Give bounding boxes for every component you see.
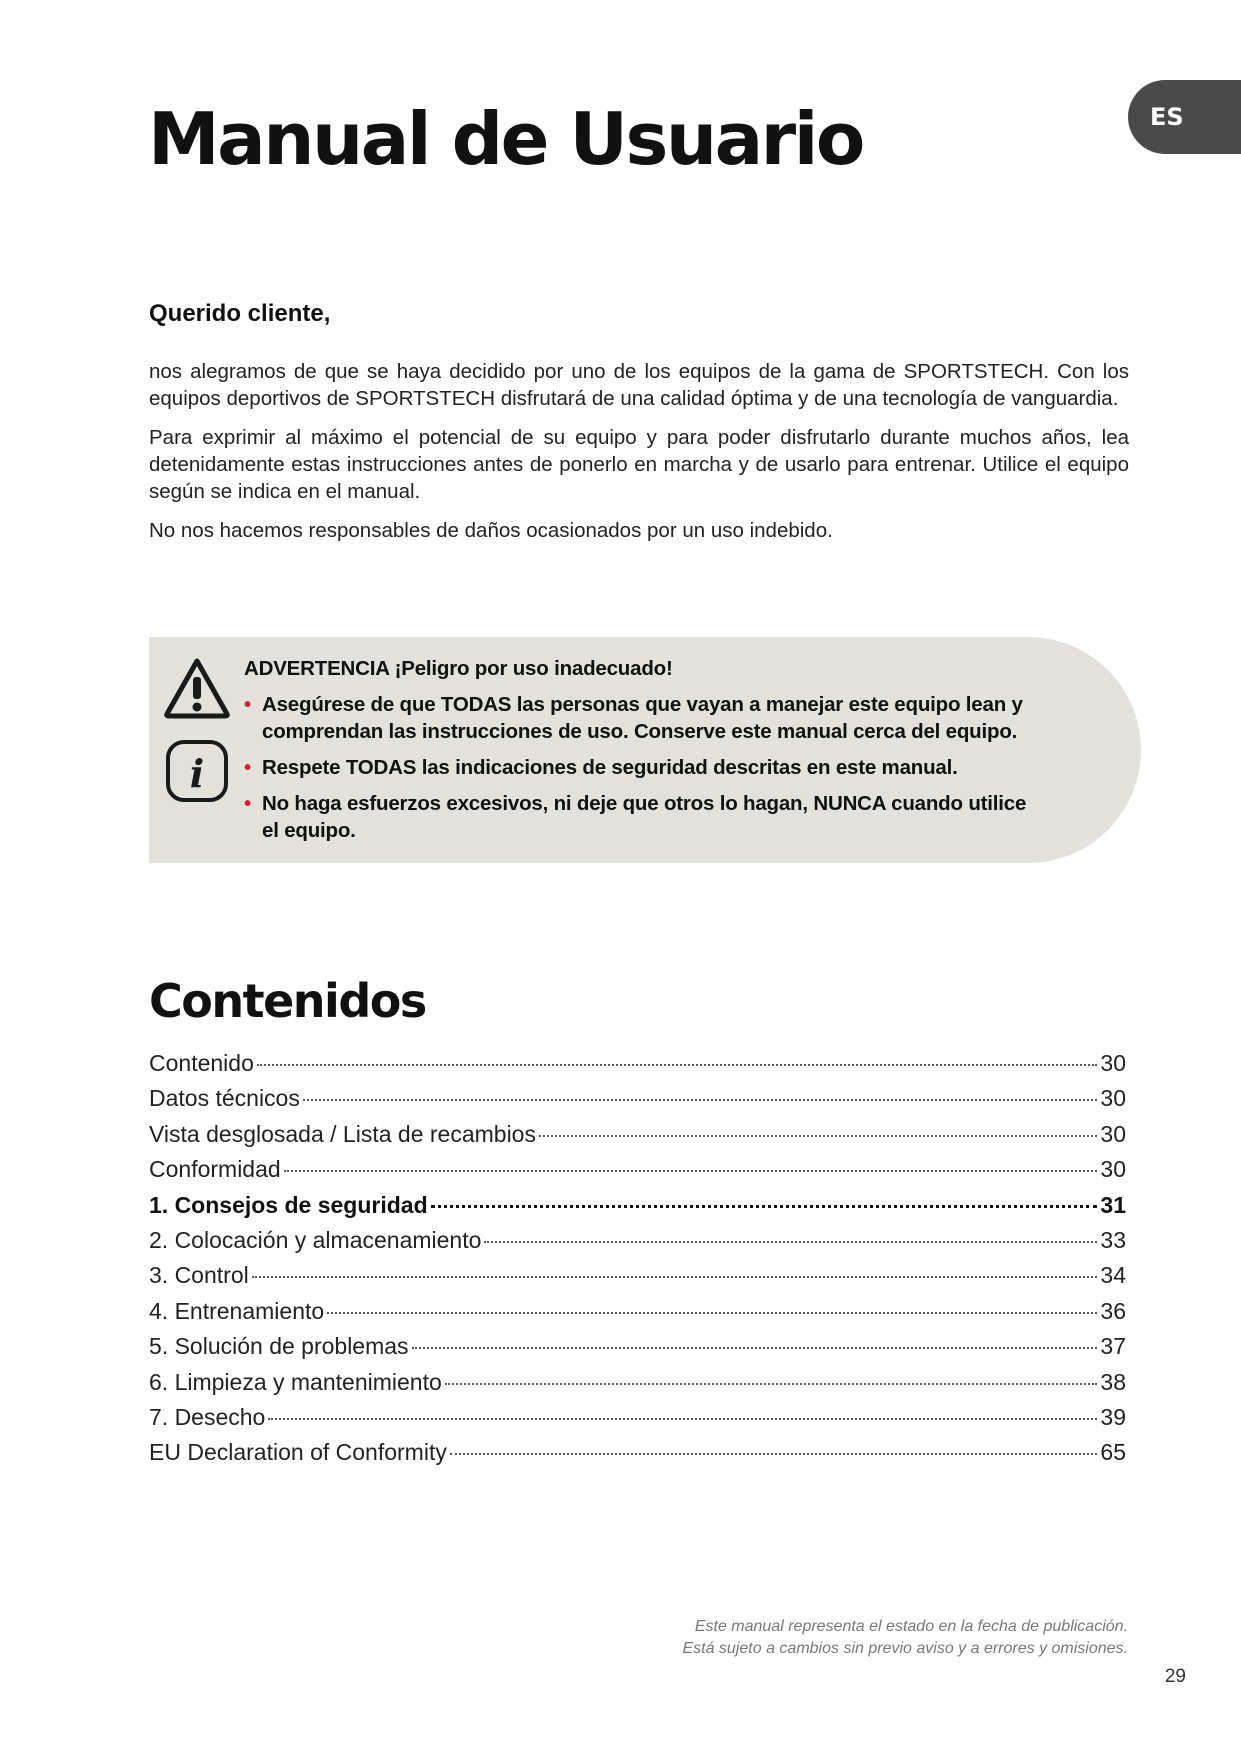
toc-label: EU Declaration of Conformity <box>149 1439 447 1466</box>
intro-paragraph: No nos hacemos responsables de daños ocasionados por un uso indebido. <box>149 519 833 542</box>
toc-entry <box>149 1050 1126 1085</box>
toc-leader-dots <box>484 1241 1097 1243</box>
toc-leader-dots <box>257 1064 1098 1066</box>
publication-note <box>682 1616 1128 1660</box>
toc-label: Contenido <box>149 1050 254 1076</box>
toc-entry <box>149 1156 1126 1191</box>
toc-label: 2. Colocación y almacenamiento <box>149 1226 482 1253</box>
toc-entry <box>149 1369 1126 1404</box>
toc-leader-dots <box>303 1099 1098 1101</box>
toc-page: 30 <box>1100 1120 1126 1147</box>
toc-entry-highlighted <box>149 1192 1126 1227</box>
toc-page: 36 <box>1100 1297 1126 1324</box>
toc-page: 30 <box>1100 1156 1126 1183</box>
toc-leader-dots <box>252 1276 1098 1278</box>
toc-leader-dots <box>539 1135 1097 1137</box>
toc-page: 37 <box>1100 1333 1126 1360</box>
toc-leader-dots <box>327 1312 1097 1314</box>
toc-page: 65 <box>1100 1439 1126 1466</box>
warning-triangle-icon <box>163 657 231 724</box>
language-tab: ES <box>1128 80 1241 154</box>
toc-label: 7. Desecho <box>149 1403 266 1430</box>
toc-entry <box>149 1121 1126 1156</box>
toc-page: 31 <box>1100 1191 1126 1218</box>
warning-item <box>244 691 1044 745</box>
bullet-icon: • <box>244 756 251 779</box>
warning-box <box>149 637 1141 863</box>
info-icon <box>165 739 229 808</box>
toc-entry <box>149 1439 1126 1474</box>
toc-entry <box>149 1333 1126 1368</box>
toc-label: 6. Limpieza y mantenimiento <box>149 1368 442 1395</box>
toc-label: 1. Consejos de seguridad <box>149 1191 428 1218</box>
toc-entry <box>149 1227 1126 1262</box>
toc-leader-dots <box>450 1453 1098 1455</box>
toc-page: 33 <box>1100 1226 1126 1253</box>
warning-item-text: Asegúrese de que TODAS las personas que vayan a manejar este equipo lean y comprendan las instrucciones de uso. Conserve este manual cerca del equipo. <box>262 693 1023 743</box>
warning-item-text: No haga esfuerzos excesivos, ni deje que otros lo hagan, NUNCA cuando utilice el equipo. <box>262 792 1027 842</box>
intro-text <box>149 358 1129 556</box>
toc-page: 30 <box>1100 1085 1126 1112</box>
warning-title: ADVERTENCIA ¡Peligro por uso inadecuado! <box>244 657 673 680</box>
intro-paragraph: nos alegramos de que se haya decidido por uno de los equipos de la gama de SPORTSTECH. Con los equipos deportivos de SPORTSTECH disfrutará de una calidad óptima y de una tecnología de vanguardia. <box>149 360 1129 410</box>
page-title: Manual de Usuario <box>148 97 863 181</box>
warning-item <box>244 754 1044 781</box>
publication-note-line: Está sujeto a cambios sin previo aviso y a errores y omisiones. <box>682 1640 1128 1657</box>
page-number: 29 <box>1164 1666 1186 1687</box>
toc-label: Conformidad <box>149 1156 281 1183</box>
greeting: Querido cliente, <box>149 300 331 327</box>
toc-page: 38 <box>1100 1368 1126 1395</box>
toc-label: 4. Entrenamiento <box>149 1297 325 1324</box>
bullet-icon: • <box>244 693 251 716</box>
toc-label: 5. Solución de problemas <box>149 1333 409 1360</box>
warning-item-text: Respete TODAS las indicaciones de seguridad descritas en este manual. <box>262 756 958 779</box>
publication-note-line: Este manual representa el estado en la fecha de publicación. <box>694 1618 1128 1635</box>
table-of-contents <box>149 1050 1126 1475</box>
toc-label: 3. Control <box>149 1262 249 1289</box>
toc-page: 39 <box>1100 1403 1126 1430</box>
toc-label: Vista desglosada / Lista de recambios <box>149 1120 536 1147</box>
contents-title: Contenidos <box>149 974 426 1028</box>
toc-entry <box>149 1404 1126 1439</box>
toc-entry <box>149 1085 1126 1120</box>
warning-list <box>244 691 1044 844</box>
intro-paragraph: Para exprimir al máximo el potencial de su equipo y para poder disfrutarlo durante muchos años, lea detenidamente estas instrucciones antes de ponerlo en marcha y de usarlo para entrenar. Utilice el equipo según se indica en el manual. <box>149 426 1129 503</box>
toc-leader-dots <box>284 1170 1098 1172</box>
toc-page: 34 <box>1100 1262 1126 1289</box>
svg-text:i: i <box>189 751 205 796</box>
bullet-icon: • <box>244 792 251 815</box>
toc-leader-dots <box>431 1205 1098 1208</box>
warning-item <box>244 790 1044 844</box>
toc-label: Datos técnicos <box>149 1085 300 1112</box>
toc-leader-dots <box>268 1418 1097 1420</box>
toc-page: 30 <box>1100 1050 1126 1076</box>
toc-leader-dots <box>445 1383 1098 1385</box>
warning-content <box>244 655 1044 853</box>
toc-entry <box>149 1262 1126 1297</box>
toc-leader-dots <box>412 1347 1098 1349</box>
toc-entry <box>149 1298 1126 1333</box>
